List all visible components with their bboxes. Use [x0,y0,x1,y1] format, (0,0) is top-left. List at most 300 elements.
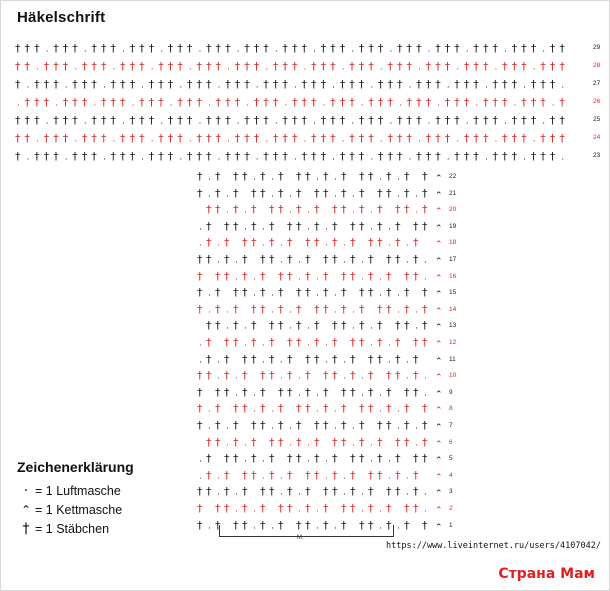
double-crochet-stitch: † [206,150,212,163]
chain-stitch: · [313,119,316,129]
double-crochet-stitch: † [413,485,419,499]
double-crochet-stitch: † [251,319,257,333]
double-crochet-stitch: † [301,42,307,55]
chain-stitch: · [388,473,391,484]
chain-stitch: · [484,155,488,165]
legend-item-chain-label: = 1 Luftmasche [35,483,121,498]
double-crochet-stitch: † [260,170,266,183]
slip-stitch: ⌃ [435,356,443,367]
double-crochet-stitch: † [278,302,284,316]
chain-stitch: · [102,155,106,165]
double-crochet-stitch: † [492,78,498,91]
double-crochet-stitch: † [287,485,293,499]
chain-stitch: · [334,291,337,302]
double-crochet-stitch: † [225,114,231,127]
double-crochet-stitch: † [339,96,346,109]
double-crochet-stitch: † [559,42,565,55]
double-crochet-stitch: † [251,203,257,217]
double-crochet-stitch: † [454,114,460,127]
double-crochet-stitch: † [197,485,203,499]
double-crochet-stitch: † [110,42,116,55]
double-crochet-stitch: † [404,419,410,432]
double-crochet-stitch: † [320,60,327,73]
double-crochet-stitch: † [444,132,451,145]
double-crochet-stitch: † [358,78,365,91]
double-crochet-stitch: † [291,114,298,127]
chain-stitch: · [424,274,427,285]
double-crochet-stitch: † [341,203,347,217]
double-crochet-stitch: † [358,60,365,73]
double-crochet-stitch: † [260,302,266,316]
double-crochet-stitch: † [350,236,356,250]
double-crochet-stitch: † [530,96,537,109]
double-crochet-stitch: † [186,42,193,55]
double-crochet-stitch: † [350,502,356,515]
double-crochet-stitch: † [34,114,40,127]
double-crochet-stitch: † [305,286,311,300]
chain-stitch: · [316,507,319,517]
double-crochet-stitch: † [404,502,410,515]
chain-stitch: · [160,47,164,57]
double-crochet-stitch: † [15,150,21,163]
double-crochet-stitch: † [129,78,136,91]
double-crochet-stitch: † [129,60,136,73]
chain-stitch: · [406,241,409,252]
double-crochet-stitch: † [521,96,527,109]
double-crochet-stitch: † [224,236,230,250]
double-crochet-stitch: † [287,385,293,399]
chain-stitch: · [217,357,220,368]
double-crochet-stitch: † [167,114,174,127]
double-crochet-stitch: † [511,78,518,91]
double-crochet-stitch: † [377,236,383,250]
double-crochet-stitch: † [260,419,266,432]
double-crochet-stitch: † [368,269,374,283]
double-crochet-stitch: † [350,452,356,466]
double-crochet-stitch: † [272,132,279,145]
row-number: 1 [449,521,453,529]
double-crochet-stitch: † [314,352,320,366]
double-crochet-stitch: † [215,518,221,532]
chain-stitch: · [316,390,319,401]
double-crochet-stitch: † [311,150,317,163]
chain-stitch: · [274,119,278,129]
double-crochet-stitch: † [206,468,212,482]
chain-stitch: · [217,490,220,501]
double-crochet-stitch: † [359,186,365,200]
double-crochet-stitch: † [386,485,392,499]
slip-stitch: ⌃ [435,522,443,533]
chain-stitch: · [361,274,364,285]
double-crochet-stitch: † [521,60,527,73]
double-crochet-stitch: † [91,114,97,127]
chain-stitch: · [199,457,202,468]
double-crochet-stitch: † [311,78,317,91]
double-crochet-stitch: † [215,186,221,200]
double-crochet-stitch: † [197,385,203,399]
double-crochet-stitch: † [323,402,329,416]
double-crochet-stitch: † [425,150,432,163]
double-crochet-stitch: † [278,385,284,399]
chain-stitch: · [456,137,460,147]
double-crochet-stitch: † [215,269,221,283]
double-crochet-stitch: † [206,78,212,91]
double-crochet-stitch: † [287,369,293,383]
row-number: 3 [449,488,453,496]
double-crochet-stitch: † [359,402,365,416]
slip-stitch: ⌃ [435,506,443,516]
double-crochet-stitch: † [272,78,279,91]
row-number: 19 [449,222,457,230]
chain-stitch: · [361,490,364,501]
double-crochet-stitch: † [251,435,257,449]
double-crochet-stitch: † [330,42,336,55]
chain-stitch: · [399,101,402,111]
double-crochet-stitch: † [72,96,78,109]
chain-stitch: · [341,65,345,75]
double-crochet-stitch: † [242,468,248,482]
double-crochet-stitch: † [521,42,527,55]
double-crochet-stitch: † [224,385,230,399]
double-crochet-stitch: † [377,302,383,316]
double-crochet-stitch: † [323,419,329,432]
double-crochet-stitch: † [269,352,275,366]
double-crochet-stitch: † [215,419,221,432]
double-crochet-stitch: † [463,78,470,91]
chain-stitch: · [408,155,412,165]
double-crochet-stitch: † [530,150,537,163]
chain-stitch: · [226,191,229,202]
chain-stitch: · [361,507,364,517]
chain-stitch: · [141,155,145,165]
double-crochet-stitch: † [413,369,419,383]
double-crochet-stitch: † [34,96,40,109]
slip-stitch: ⌃ [435,340,443,350]
chain-stitch: · [244,341,247,351]
chain-stitch: · [208,424,211,434]
double-crochet-stitch: † [251,219,257,233]
row-number: 18 [449,239,457,247]
double-crochet-stitch: † [416,150,422,163]
chain-stitch: · [334,407,337,418]
chain-stitch: · [504,119,507,129]
double-crochet-stitch: † [53,78,59,91]
double-crochet-stitch: † [368,132,374,145]
chain-stitch: · [271,523,274,534]
chain-stitch: · [217,83,221,93]
row-number: 29 [593,44,601,51]
double-crochet-stitch: † [24,42,31,55]
chain-stitch: · [199,473,202,484]
double-crochet-stitch: † [559,132,565,145]
row-number: 2 [449,505,453,512]
double-crochet-stitch: † [359,518,365,532]
double-crochet-stitch: † [559,60,565,73]
double-crochet-stitch: † [234,78,241,91]
chain-stitch: · [370,341,373,351]
double-crochet-stitch: † [502,150,508,163]
double-crochet-stitch: † [454,78,460,91]
chain-stitch: · [262,357,265,368]
double-crochet-stitch: † [278,186,284,200]
double-crochet-stitch: † [158,96,164,109]
row-number: 10 [449,372,457,380]
chain-stitch: · [262,241,265,252]
double-crochet-stitch: † [395,253,401,266]
row-number: 16 [449,272,457,280]
double-crochet-stitch: † [186,78,193,91]
double-crochet-stitch: † [350,336,356,349]
double-crochet-stitch: † [43,132,50,145]
chain-stitch: · [397,191,400,202]
double-crochet-stitch: † [341,435,347,449]
double-crochet-stitch: † [296,452,302,466]
double-crochet-stitch: † [177,60,183,73]
double-crochet-stitch: † [463,150,470,163]
chain-stitch: · [316,407,319,418]
double-crochet-stitch: † [260,385,266,399]
double-crochet-stitch: † [278,203,284,217]
double-crochet-stitch: † [406,114,413,127]
chain-stitch: · [235,390,238,401]
chain-stitch: · [271,175,274,185]
double-crochet-stitch: † [206,132,212,145]
double-crochet-stitch: † [341,269,347,283]
chain-stitch: · [199,341,202,351]
chain-stitch: · [235,507,238,517]
double-crochet-stitch: † [349,78,355,91]
double-crochet-stitch: † [397,132,403,145]
double-crochet-stitch: † [323,369,329,383]
double-crochet-stitch: † [233,419,239,432]
legend-title: Zeichenerklärung [17,459,134,475]
row-number: 11 [449,355,456,363]
chain-stitch: · [271,307,274,318]
chain-stitch: · [379,407,382,418]
double-crochet-stitch: † [253,42,260,55]
double-crochet-stitch: † [53,114,59,127]
double-crochet-stitch: † [482,60,489,73]
double-crochet-stitch: † [139,60,145,73]
double-crochet-stitch: † [234,60,241,73]
double-crochet-stitch: † [72,150,78,163]
double-crochet-stitch: † [492,114,498,127]
chain-stitch: · [325,473,328,484]
chain-stitch: · [208,307,211,318]
row-number: 26 [593,98,601,105]
legend-item-slipstitch [17,500,227,519]
chain-stitch: · [561,83,565,93]
double-crochet-stitch: † [158,60,164,73]
double-crochet-stitch: † [482,42,489,55]
chain-stitch: · [217,473,220,484]
chain-stitch: · [307,324,310,335]
double-crochet-stitch: † [349,150,355,163]
double-crochet-stitch: † [34,78,40,91]
double-crochet-stitch: † [224,352,230,366]
double-crochet-stitch: † [100,42,107,55]
chain-stitch: · [388,357,391,368]
double-crochet-stitch: † [278,319,284,333]
slip-stitch: ⌃ [435,240,443,251]
chain-stitch: · [303,137,307,147]
chain-stitch: · [179,83,183,93]
chain-stitch: · [424,490,427,501]
double-crochet-stitch: † [395,236,401,250]
chain-stitch: · [361,390,364,401]
double-crochet-stitch: † [368,114,374,127]
double-crochet-stitch: † [435,78,441,91]
double-crochet-stitch: † [186,96,193,109]
double-crochet-stitch: † [435,150,441,163]
double-crochet-stitch: † [148,150,155,163]
double-crochet-stitch: † [296,402,302,416]
chain-stitch: · [64,155,68,165]
chain-stitch: · [334,191,337,202]
double-crochet-stitch: † [425,78,432,91]
double-crochet-stitch: † [269,336,275,349]
double-crochet-stitch: † [224,502,230,515]
double-crochet-stitch: † [395,219,401,233]
double-crochet-stitch: † [253,60,260,73]
double-crochet-stitch: † [386,253,392,266]
chain-stitch: · [418,65,421,75]
chain-stitch: · [227,137,230,147]
double-crochet-stitch: † [305,352,311,366]
double-crochet-stitch: † [167,78,174,91]
double-crochet-stitch: † [323,186,329,200]
chain-stitch: · [235,274,238,285]
double-crochet-stitch: † [260,253,266,266]
chain-stitch: · [484,83,488,93]
double-crochet-stitch: † [368,236,374,250]
chain-stitch: · [271,424,274,434]
double-crochet-stitch: † [368,286,374,300]
double-crochet-stitch: † [24,114,31,127]
chain-stitch: · [274,47,278,57]
double-crochet-stitch: † [358,42,365,55]
double-crochet-stitch: † [269,369,275,383]
double-crochet-stitch: † [350,369,356,383]
double-crochet-stitch: † [332,319,338,333]
double-crochet-stitch: † [422,402,428,416]
double-crochet-stitch: † [263,114,269,127]
chain-stitch: · [334,175,337,185]
double-crochet-stitch: † [406,132,413,145]
chain-stitch: · [370,224,373,235]
double-crochet-stitch: † [511,114,518,127]
double-crochet-stitch: † [287,253,293,266]
double-crochet-stitch: † [167,42,174,55]
double-crochet-stitch: † [244,150,250,163]
row-number: 24 [593,134,601,141]
double-crochet-stitch: † [377,42,384,55]
double-crochet-stitch: † [260,269,266,283]
chain-stitch: · [208,175,211,185]
chain-stitch: · [343,241,346,252]
chain-stitch: · [325,357,328,368]
double-crochet-stitch: † [314,236,320,250]
double-crochet-stitch: † [463,96,470,109]
double-crochet-stitch: † [120,96,126,109]
chain-stitch: · [244,224,247,235]
double-crochet-stitch: † [413,385,419,399]
double-crochet-stitch: † [416,114,422,127]
double-crochet-stitch: † [53,60,59,73]
double-crochet-stitch: † [350,468,356,482]
double-crochet-stitch: † [91,78,97,91]
chain-stitch: · [313,47,316,57]
double-crochet-stitch: † [301,114,307,127]
double-crochet-stitch: † [196,132,202,145]
double-crochet-stitch: † [215,286,221,300]
double-crochet-stitch: † [224,468,230,482]
double-crochet-stitch: † [350,352,356,366]
double-crochet-stitch: † [196,150,202,163]
double-crochet-stitch: † [224,485,230,499]
chain-stitch: · [415,307,418,318]
double-crochet-stitch: † [521,114,527,127]
double-crochet-stitch: † [473,150,479,163]
double-crochet-stitch: † [233,518,239,532]
chain-stitch: · [262,224,265,235]
chain-stitch: · [415,324,418,335]
double-crochet-stitch: † [242,236,248,250]
double-crochet-stitch: † [332,352,338,366]
chain-stitch: · [542,47,546,57]
chain-stitch: · [280,374,283,385]
chain-stitch: · [406,473,409,484]
double-crochet-stitch: † [269,236,275,250]
double-crochet-stitch: † [167,60,174,73]
double-crochet-stitch: † [233,319,239,333]
double-crochet-stitch: † [368,352,374,366]
double-crochet-stitch: † [311,60,317,73]
double-crochet-stitch: † [314,468,320,482]
row-number: 9 [449,388,453,396]
double-crochet-stitch: † [43,78,50,91]
double-crochet-stitch: † [233,336,239,349]
double-crochet-stitch: † [341,385,347,399]
double-crochet-stitch: † [341,170,347,183]
chain-stitch: · [370,457,373,468]
double-crochet-stitch: † [359,336,365,349]
double-crochet-stitch: † [24,60,31,73]
chain-stitch: · [160,119,164,129]
chain-stitch: · [307,457,310,468]
chain-stitch: · [199,357,202,368]
double-crochet-stitch: † [253,114,260,127]
double-crochet-stitch: † [314,452,320,466]
double-crochet-stitch: † [332,203,338,217]
double-crochet-stitch: † [422,286,428,300]
chain-stitch: · [298,507,301,517]
double-crochet-stitch: † [272,150,279,163]
double-crochet-stitch: † [287,336,293,349]
double-crochet-stitch: † [314,319,320,333]
chain-stitch: · [424,374,427,385]
chain-stitch: · [397,175,400,185]
double-crochet-stitch: † [359,452,365,466]
double-crochet-stitch: † [444,42,451,55]
double-crochet-stitch: † [339,42,346,55]
double-crochet-stitch: † [215,319,221,333]
double-crochet-stitch: † [332,369,338,383]
double-crochet-stitch: † [233,219,239,233]
double-crochet-stitch: † [404,402,410,416]
chain-stitch: · [226,424,229,434]
double-crochet-stitch: † [197,369,203,383]
